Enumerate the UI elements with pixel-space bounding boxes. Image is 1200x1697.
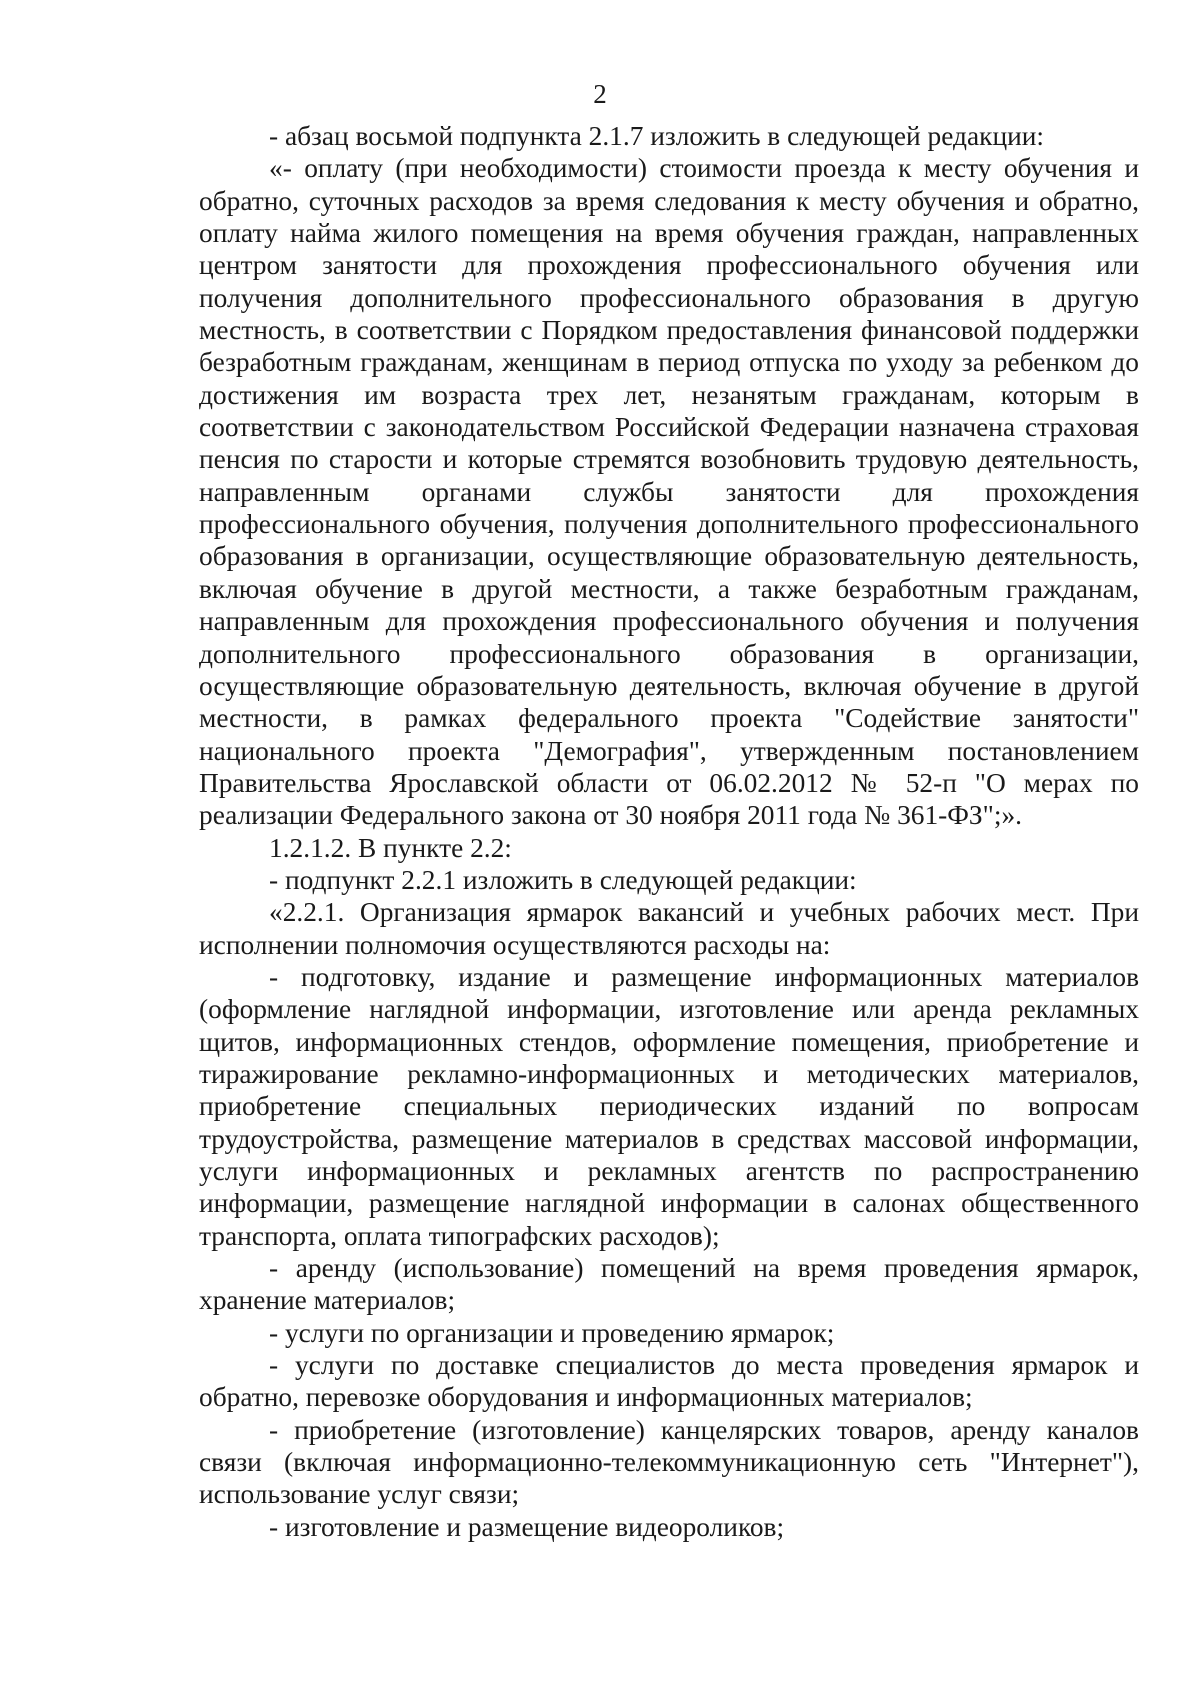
- paragraph-expense-delivery: - услуги по доставке специалистов до места проведения ярмарок и обратно, перевозке оборудования и информационных материалов;: [199, 1350, 1139, 1413]
- paragraph-point-1-2-1-2: 1.2.1.2. В пункте 2.2:: [269, 832, 512, 863]
- paragraph-expense-videos: - изготовление и размещение видеороликов;: [269, 1511, 785, 1542]
- document-body: [199, 120, 1139, 1543]
- paragraph-amendment-text-2-1-7: «- оплату (при необходимости) стоимости проезда к месту обучения и обратно, суточных расходов за время следования к месту обучения и обратно, оплату найма жилого помещения на время обучения граждан, направленных центром занятости для прохождения профессионального обучения или получения дополнительного профессионального образования в другую местность, в соответствии с Порядком предоставления финансовой поддержки безработным гражданам, женщинам в период отпуска по уходу за ребенком до достижения им возраста трех лет, незанятым гражданам, которым в соответствии с законодательством Российской Федерации назначена страховая пенсия по старости и которые стремятся возобновить трудовую деятельность, направленным органами службы занятости для прохождения профессионального обучения, получения дополнительного профессионального образования в организации, осуществляющие образовательную деятельность, включая обучение в другой местности, а также безработным гражданам, направленным для прохождения профессионального обучения и получения дополнительного профессионального образования в организации, осуществляющие образовательную деятельность, включая обучение в другой местности, в рамках федерального проекта "Содействие занятости" национального проекта "Демография", утвержденным постановлением Правительства Ярославской области от 06.02.2012 № 52-п "О мерах по реализации Федерального закона от 30 ноября 2011 года № 361-ФЗ";».: [199, 153, 1139, 831]
- paragraph-item-2-2-1: «2.2.1. Организация ярмарок вакансий и учебных рабочих мест. При исполнении полномочия осуществляются расходы на:: [199, 897, 1139, 960]
- paragraph-amendment-2-1-7: - абзац восьмой подпункта 2.1.7 изложить в следующей редакции:: [269, 121, 1045, 151]
- paragraph-amendment-2-2-1: - подпункт 2.2.1 изложить в следующей редакции:: [269, 864, 857, 895]
- paragraph-expense-organization: - услуги по организации и проведению ярмарок;: [269, 1317, 835, 1348]
- page-number: 2: [593, 79, 607, 109]
- paragraph-expense-materials: - подготовку, издание и размещение информационных материалов (оформление наглядной информации, изготовление или аренда рекламных щитов, информационных стендов, оформление помещения, приобретение и тиражирование рекламно-информационных и методических материалов, приобретение специальных периодических изданий по вопросам трудоустройства, размещение материалов в средствах массовой информации, услуги информационных и рекламных агентств по распространению информации, размещение наглядной информации в салонах общественного транспорта, оплата типографских расходов);: [199, 961, 1139, 1251]
- paragraph-expense-rent: - аренду (использование) помещений на время проведения ярмарок, хранение материалов;: [199, 1253, 1139, 1316]
- paragraph-expense-stationery: - приобретение (изготовление) канцелярских товаров, аренду каналов связи (включая информационно-телекоммуникационную сеть "Интернет"), использование услуг связи;: [199, 1414, 1139, 1510]
